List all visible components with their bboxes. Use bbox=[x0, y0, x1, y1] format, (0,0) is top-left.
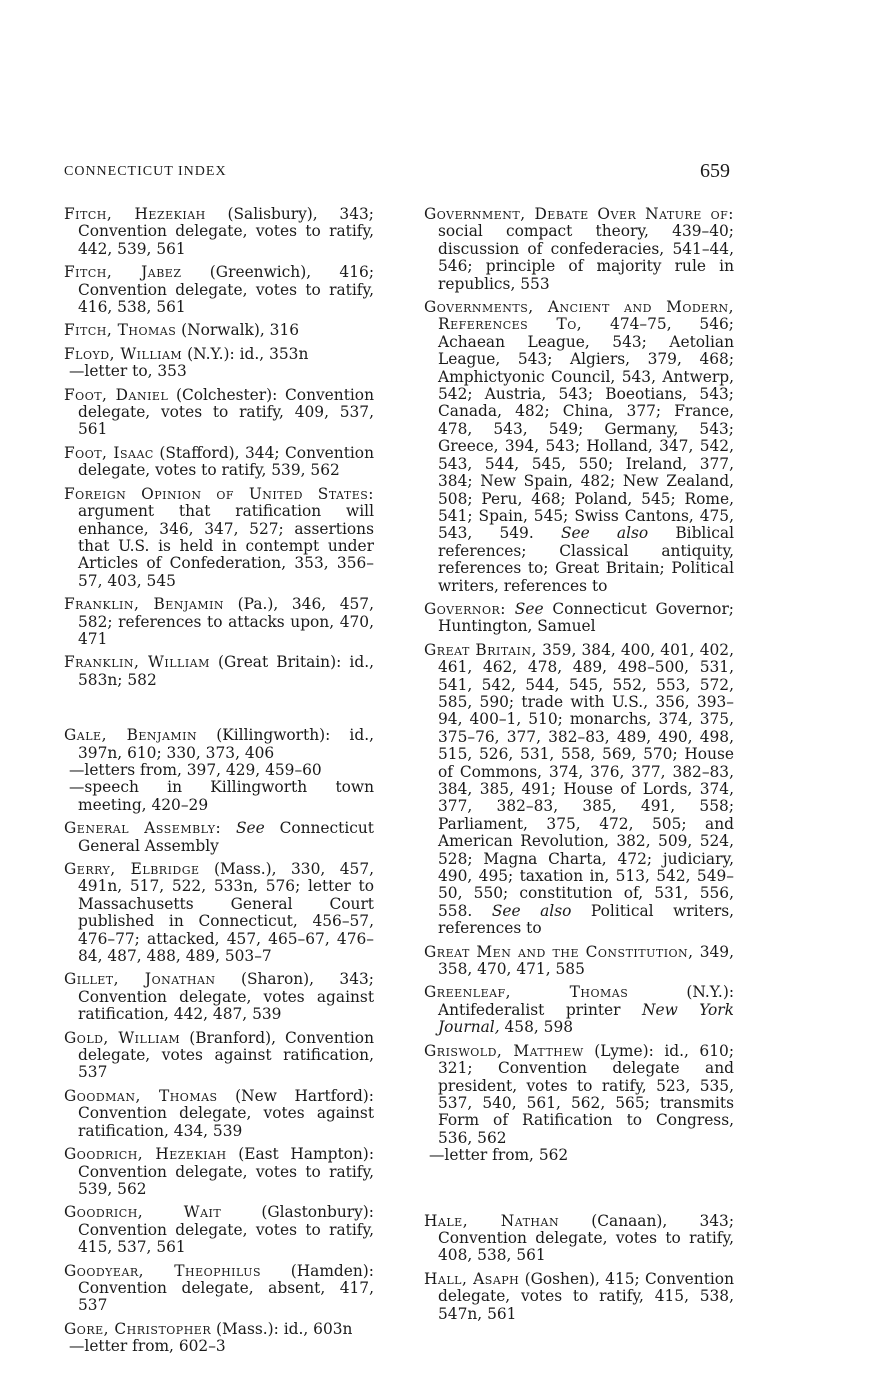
entry-text: (Mass.), 330, 457, 491n, 517, 522, 533n, 576; letter to Massachusetts General Court published in Connecticut, 456–57, 476–77; attacked, 457, 465–67, 476–84, 487, 488, 489, 503–7 bbox=[78, 860, 374, 966]
entry-text: (East Hampton): Convention delegate, votes to ratify, 539, 562 bbox=[78, 1145, 374, 1198]
entry-text-tail: Political writers, references to bbox=[438, 901, 734, 938]
entry-heading: Goodrich, Hezekiah bbox=[64, 1145, 227, 1164]
index-entry bbox=[424, 1271, 734, 1323]
see-reference: See bbox=[514, 599, 544, 618]
entry-text: (Sharon), 343; Convention delegate, votes against ratification, 442, 487, 539 bbox=[78, 970, 374, 1024]
index-entry bbox=[64, 971, 374, 1023]
entry-text: (Great Britain): id., 583n; 582 bbox=[78, 653, 374, 689]
see-reference: See also bbox=[560, 524, 649, 543]
entry-heading: Hall, Asaph bbox=[424, 1269, 520, 1288]
entry-text: (N.Y.): id., 353n bbox=[182, 344, 309, 363]
entry-heading: Hale, Nathan bbox=[424, 1211, 560, 1230]
index-entry bbox=[424, 944, 734, 979]
index-entry bbox=[64, 322, 374, 339]
entry-heading: Gerry, Elbridge bbox=[64, 860, 200, 878]
entry-heading: Griswold, Matthew bbox=[424, 1041, 584, 1060]
entry-heading: Fitch, Jabez bbox=[64, 263, 182, 282]
entry-heading: Governments, Ancient and Modern, References To, bbox=[424, 298, 734, 334]
entry-text-tail: Biblical references; Classical antiquity, references to; Great Britain; Political writers, references to bbox=[438, 524, 734, 595]
entry-heading: Foot, Isaac bbox=[64, 443, 154, 462]
entry-heading: Gold, William bbox=[64, 1028, 181, 1047]
index-entry bbox=[64, 654, 374, 689]
entry-text: (Salisbury), 343; Convention delegate, votes to ratify, 442, 539, 561 bbox=[78, 205, 374, 258]
running-head: CONNECTICUT INDEX bbox=[64, 164, 227, 179]
index-entry bbox=[424, 206, 734, 293]
index-column-right bbox=[424, 206, 734, 1329]
entry-text: (N.Y.): Antifederalist printer bbox=[438, 983, 735, 1019]
index-entry bbox=[64, 1030, 374, 1082]
entry-text: Connecticut General Assembly bbox=[78, 819, 374, 855]
index-entry bbox=[64, 206, 374, 258]
entry-heading: Franklin, William bbox=[64, 653, 210, 672]
index-entry bbox=[424, 1213, 734, 1265]
entry-heading: Great Men and the Constitution, bbox=[424, 942, 694, 961]
entry-text: social compact theory, 439–40; discussion of confederacies, 541–44, 546; principle of majority rule in republics, 553 bbox=[438, 222, 734, 293]
see-reference: New York Journal, bbox=[438, 1000, 734, 1037]
entry-text: Connecticut Governor; Huntington, Samuel bbox=[438, 599, 734, 636]
entry-heading: Foreign Opinion of United States: bbox=[64, 484, 374, 503]
page-number: 659 bbox=[700, 160, 730, 182]
entry-text: (Norwalk), 316 bbox=[176, 321, 300, 340]
index-entry bbox=[64, 264, 374, 316]
entry-text: 474–75, 546; Achaean League, 543; Aetolian League, 543; Algiers, 379, 468; Amphictyonic Council, 543, Antwerp, 542; Austria, 543; Boeotians, 543; Canada, 482; China, 377; France, 478, 543, 549; Germany, 543; Greece, 394, 543; Holland, 347, 542, 543, 544, 545, 550; Ireland, 377, 384; New Spain, 482; New Zealand, 508; Peru, 468; Poland, 545; Rome, 541; Spain, 545; Swiss Cantons, 475, 543, 549. bbox=[438, 315, 734, 543]
entry-text: (Goshen), 415; Convention delegate, votes to ratify, 415, 538, 547n, 561 bbox=[438, 1269, 734, 1323]
entry-heading: Foot, Daniel bbox=[64, 385, 169, 404]
entry-heading: Governor: bbox=[424, 599, 506, 618]
index-subentry: —speech in Killingworth town meeting, 420–29 bbox=[69, 778, 374, 814]
entry-text: (Colchester): Convention delegate, votes to ratify, 409, 537, 561 bbox=[78, 385, 374, 439]
index-entry bbox=[64, 820, 374, 855]
entry-text: 349, 358, 470, 471, 585 bbox=[438, 942, 734, 979]
entry-text: (Pa.), 346, 457, 582; references to attacks upon, 470, 471 bbox=[78, 595, 374, 648]
entry-heading: Fitch, Hezekiah bbox=[64, 205, 206, 223]
entry-heading: Great Britain, bbox=[424, 640, 537, 659]
index-entry bbox=[64, 1321, 374, 1338]
entry-heading: Gore, Christopher bbox=[64, 1319, 212, 1338]
entry-heading: Goodyear, Theophilus bbox=[64, 1261, 262, 1280]
index-entry bbox=[64, 1146, 374, 1198]
entry-text: (Mass.): id., 603n bbox=[211, 1319, 353, 1338]
entry-heading: General Assembly: bbox=[64, 819, 222, 838]
entry-heading: Gale, Benjamin bbox=[64, 726, 198, 745]
index-entry bbox=[64, 346, 374, 363]
index-entry bbox=[64, 1263, 374, 1315]
index-entry bbox=[64, 1088, 374, 1140]
index-entry bbox=[424, 299, 734, 595]
see-reference: See also bbox=[491, 901, 572, 920]
entry-text: (Greenwich), 416; Convention delegate, votes to ratify, 416, 538, 561 bbox=[78, 263, 374, 317]
index-entry bbox=[64, 445, 374, 480]
index-column-left bbox=[64, 206, 374, 1362]
index-entry bbox=[64, 861, 374, 965]
entry-text: (Hamden): Convention delegate, absent, 417, 537 bbox=[78, 1261, 374, 1315]
index-entry bbox=[64, 486, 374, 590]
entry-text: (Branford), Convention delegate, votes against ratification, 537 bbox=[78, 1028, 374, 1082]
see-reference: See bbox=[236, 819, 265, 838]
index-entry bbox=[64, 596, 374, 648]
entry-heading: Greenleaf, Thomas bbox=[424, 983, 629, 1002]
entry-text: (Canaan), 343; Convention delegate, votes to ratify, 408, 538, 561 bbox=[438, 1211, 735, 1265]
index-subentry: —letter to, 353 bbox=[69, 362, 187, 381]
entry-text: (Glastonbury): Convention delegate, votes to ratify, 415, 537, 561 bbox=[78, 1203, 374, 1257]
index-entry bbox=[424, 1043, 734, 1147]
entry-text-tail: 458, 598 bbox=[499, 1018, 574, 1037]
entry-heading: Goodrich, Wait bbox=[64, 1203, 222, 1222]
entry-heading: Franklin, Benjamin bbox=[64, 595, 225, 614]
entry-heading: Fitch, Thomas bbox=[64, 321, 177, 340]
entry-text: 359, 384, 400, 401, 402, 461, 462, 478, 489, 498–500, 531, 541, 542, 544, 545, 552, 553, 572, 585, 590; trade with U.S., 356, 393–94, 400–1, 510; monarchs, 374, 375, 375–76, 377, 382–83, 489, 490, 498, 515, 526, 531, 558, 569, 570; House of Commons, 374, 376, 377, 382–83, 384, 385, 491; House of Lords, 374, 377, 382–83, 385, 491, 558; Parliament, 375, 472, 505; and American Revolution, 382, 509, 524, 528; Magna Charta, 472; judiciary, 490, 495; taxation in, 513, 542, 549–50, 550; constitution of, 531, 556, 558. bbox=[438, 640, 734, 920]
index-entry bbox=[424, 642, 734, 938]
entry-heading: Goodman, Thomas bbox=[64, 1086, 218, 1105]
index-entry bbox=[424, 984, 734, 1036]
letter-section-gap bbox=[424, 1171, 734, 1213]
entry-heading: Government, Debate Over Nature of: bbox=[424, 205, 734, 223]
entry-text: (Stafford), 344; Convention delegate, votes to ratify, 539, 562 bbox=[78, 443, 374, 480]
index-entry bbox=[64, 727, 374, 762]
entry-text: argument that ratification will enhance, 346, 347, 527; assertions that U.S. is held in contempt under Articles of Confederation, 353, 356–57, 403, 545 bbox=[78, 502, 374, 590]
entry-heading: Floyd, William bbox=[64, 344, 183, 363]
index-entry bbox=[64, 387, 374, 439]
index-entry bbox=[64, 1204, 374, 1256]
letter-section-gap bbox=[64, 695, 374, 727]
entry-text: (New Hartford): Convention delegate, votes against ratification, 434, 539 bbox=[78, 1086, 374, 1140]
index-subentry: —letter from, 602–3 bbox=[69, 1337, 226, 1356]
index-subentry: —letters from, 397, 429, 459–60 bbox=[69, 760, 322, 779]
entry-text: (Lyme): id., 610; 321; Convention delegate and president, votes to ratify, 523, 535, 537, 540, 561, 562, 565; transmits Form of Ratification to Congress, 536, 562 bbox=[438, 1041, 734, 1147]
index-subentry: —letter from, 562 bbox=[429, 1146, 569, 1165]
entry-heading: Gillet, Jonathan bbox=[64, 970, 216, 989]
entry-text: (Killingworth): id., 397n, 610; 330, 373, 406 bbox=[78, 726, 374, 762]
index-entry bbox=[424, 601, 734, 636]
